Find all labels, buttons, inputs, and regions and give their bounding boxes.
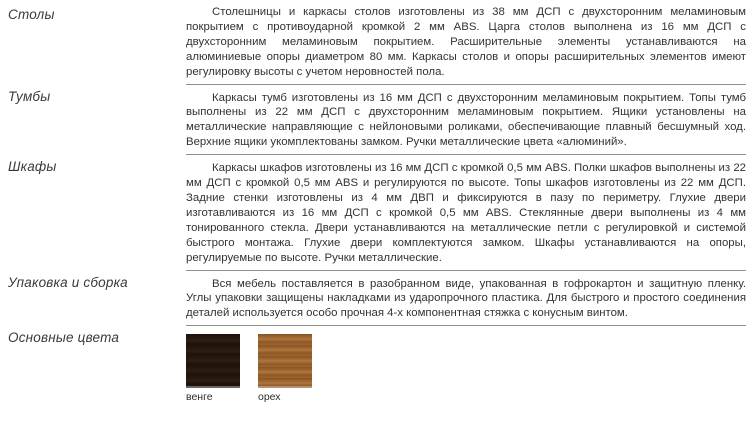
section-packaging <box>0 270 756 326</box>
section-heading-main-colors: Основные цвета <box>8 330 120 346</box>
section-heading-pedestals: Тумбы <box>8 88 51 104</box>
swatch-label-wenge: венге <box>186 391 213 404</box>
color-swatch-wenge <box>186 334 240 388</box>
swatch-wenge-wrap <box>186 334 240 403</box>
section-pedestals <box>0 84 756 155</box>
section-cabinets <box>0 154 756 269</box>
section-text-pedestals: Каркасы тумб изготовлены из 16 мм ДСП с двухсторонним меламиновым покрытием. Топы тумб выполнены из 22 мм ДСП с двухсторонним меламиновым покрытием. Ящики установлены на металлические направляющие с нейлоновыми роликами, обеспечивающие плавный бесшумный ход. Верхние ящики укомплектованы замком. Ручки металлические цвета «алюминий». <box>186 91 746 149</box>
section-text-cabinets: Каркасы шкафов изготовлены из 16 мм ДСП с кромкой 0,5 мм ABS. Полки шкафов выполнены из 22 мм ДСП с кромкой 0,5 мм ABS и регулируются по высоте. Топы шкафов изготовлены из 22 мм ДСП. Задние стенки изготовлены из 4 мм ДВП и фиксируются в пазу по периметру. Глухие двери изготавливаются из 16 мм ДСП с кромкой 0,5 мм ABS. Стеклянные двери выполнены из 4 мм тонированного стекла. Двери устанавливаются на металлические петли с регулировкой и системой быстрого монтажа. Глухие двери комплектуются замком. Шкафы устанавливаются на опоры, регулируемые по высоте. Ручки металлические. <box>186 162 746 264</box>
section-heading-tables: Столы <box>8 7 55 22</box>
section-heading-cabinets: Шкафы <box>8 159 57 175</box>
section-text-tables: Столешницы и каркасы столов изготовлены из 38 мм ДСП с двухсторонним меламиновым покрытием с противоударной кромкой 2 мм ABS. Царга столов выполнена из 16 мм ДСП с двухсторонним меламиновым покрытием. Расширительные элементы устанавливаются на алюминиевые опоры диаметром 80 мм. Каркасы столов и опоры расширительных элементов имеют регулировку высоты с учетом неровностей пола. <box>186 6 746 78</box>
swatch-walnut-wrap <box>258 334 312 403</box>
section-text-packaging: Вся мебель поставляется в разобранном виде, упакованная в гофрокартон и защитную пленку. Углы упаковки защищены накладками из ударопрочного пластика. Для быстрого и простого соединения деталей используется особо прочная 4-х компонентная стяжка с конусным винтом. <box>186 277 746 320</box>
section-tables <box>0 2 756 84</box>
color-swatch-walnut <box>258 334 312 388</box>
swatch-label-walnut: орех <box>258 391 281 404</box>
color-swatches <box>186 332 746 403</box>
section-main-colors <box>0 325 756 407</box>
section-heading-packaging: Упаковка и сборка <box>8 274 128 290</box>
